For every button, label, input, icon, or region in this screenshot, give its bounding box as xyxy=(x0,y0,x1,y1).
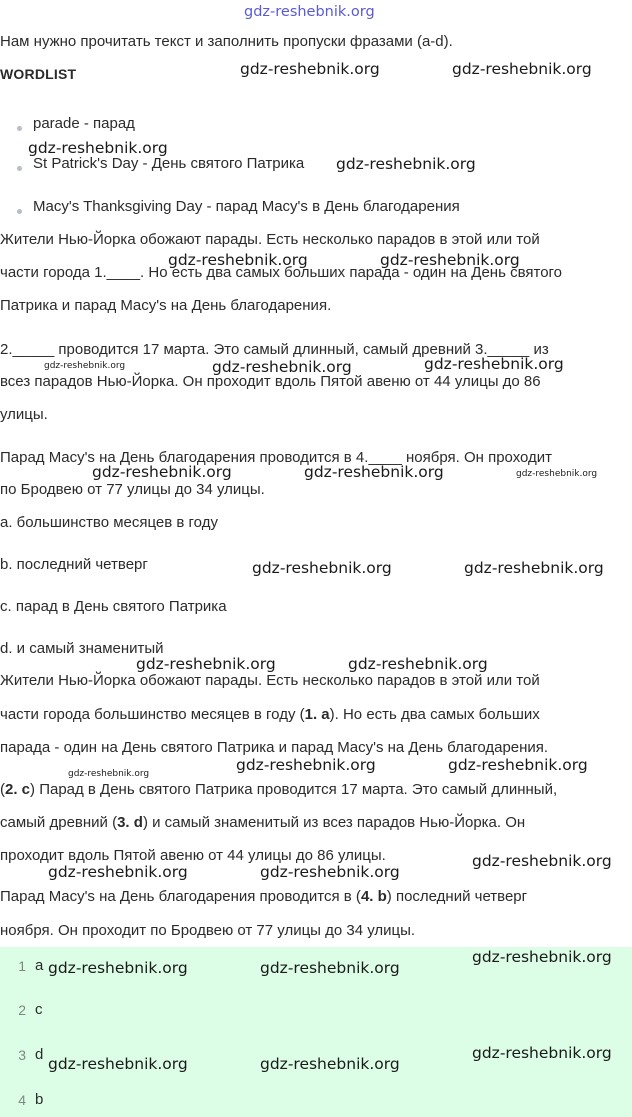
solution-text: ( xyxy=(0,781,5,798)
watermark: gdz-reshebnik.org xyxy=(236,756,376,774)
watermark: gdz-reshebnik.org xyxy=(452,60,592,78)
bullet-icon xyxy=(17,126,22,131)
answer-value: c xyxy=(35,1001,43,1018)
option-a: a. большинство месяцев в году xyxy=(0,514,218,531)
solution-line xyxy=(0,887,527,907)
solution-text: ) последний четверг xyxy=(386,888,528,905)
watermark: gdz-reshebnik.org xyxy=(348,655,488,673)
task-line: улицы. xyxy=(0,406,48,423)
watermark: gdz-reshebnik.org xyxy=(448,756,588,774)
watermark: gdz-reshebnik.org xyxy=(304,463,444,481)
answer-number: 4 xyxy=(18,1092,26,1108)
watermark: gdz-reshebnik.org xyxy=(260,863,400,881)
watermark: gdz-reshebnik.org xyxy=(472,1044,612,1062)
watermark: gdz-reshebnik.org xyxy=(472,852,612,870)
intro-text: Нам нужно прочитать текст и заполнить пропуски фразами (a-d). xyxy=(0,33,453,50)
answer-marker: 4. b xyxy=(360,888,387,905)
watermark: gdz-reshebnik.org xyxy=(464,559,604,577)
option-b: b. последний четверг xyxy=(0,556,148,573)
watermark: gdz-reshebnik.org xyxy=(260,959,400,977)
watermark: gdz-reshebnik.org xyxy=(472,948,612,966)
answer-value: d xyxy=(35,1046,44,1063)
solution-line xyxy=(0,780,557,800)
watermark: gdz-reshebnik.org xyxy=(136,655,276,673)
watermark: gdz-reshebnik.org xyxy=(44,361,126,371)
watermark: gdz-reshebnik.org xyxy=(68,769,150,779)
watermark: gdz-reshebnik.org xyxy=(252,559,392,577)
answer-value: b xyxy=(35,1091,44,1108)
solution-line: Жители Нью-Йорка обожают парады. Есть несколько парадов в этой или той xyxy=(0,672,540,689)
answer-number: 2 xyxy=(18,1002,26,1018)
answer-marker: 1. a xyxy=(304,706,330,723)
solution-text: самый древний ( xyxy=(0,814,118,831)
solution-line: ноября. Он проходит по Бродвею от 77 улицы до 34 улицы. xyxy=(0,922,416,939)
watermark: gdz-reshebnik.org xyxy=(336,155,476,173)
task-line: Патрика и парад Macy's на День благодарения. xyxy=(0,297,332,314)
solution-line xyxy=(0,705,540,725)
answer-marker: 3. d xyxy=(117,814,143,831)
solution-text: ). Но есть два самых больших xyxy=(329,706,540,723)
list-item: St Patrick's Day - День святого Патрика xyxy=(33,155,305,172)
watermark: gdz-reshebnik.org xyxy=(92,463,232,481)
watermark: gdz-reshebnik.org xyxy=(424,355,564,373)
task-line: по Бродвею от 77 улицы до 34 улицы. xyxy=(0,481,265,498)
answer-marker: 2. c xyxy=(5,781,31,798)
answer-number: 3 xyxy=(18,1047,26,1063)
watermark: gdz-reshebnik.org xyxy=(48,959,188,977)
answer-number: 1 xyxy=(18,958,26,974)
watermark: gdz-reshebnik.org xyxy=(48,863,188,881)
watermark: gdz-reshebnik.org xyxy=(260,1055,400,1073)
solution-text: ) и самый знаменитый из всез парадов Нью-Йорка. Он xyxy=(142,814,526,831)
task-line: всез парадов Нью-Йорка. Он проходит вдоль Пятой авеню от 44 улицы до 86 xyxy=(0,373,541,390)
wordlist-heading: WORDLIST xyxy=(0,66,77,82)
solution-text: Парад Macy's на День благодарения проводится в ( xyxy=(0,888,361,905)
watermark: gdz-reshebnik.org xyxy=(516,469,598,479)
solution-text: части города большинство месяцев в году ( xyxy=(0,706,305,723)
list-item: Macy's Thanksgiving Day - парад Macy's в День благодарения xyxy=(33,198,460,215)
task-line: Парад Macy's на День благодарения проводится в 4.____ ноября. Он проходит xyxy=(0,449,553,466)
task-line: 2._____ проводится 17 марта. Это самый длинный, самый древний 3._____ из xyxy=(0,341,549,358)
solution-line: проходит вдоль Пятой авеню от 44 улицы до 86 улицы. xyxy=(0,847,386,864)
solution-line xyxy=(0,813,525,833)
watermark: gdz-reshebnik.org xyxy=(48,1055,188,1073)
watermark: gdz-reshebnik.org xyxy=(212,358,352,376)
list-item: parade - парад xyxy=(33,115,135,132)
option-d: d. и самый знаменитый xyxy=(0,640,164,657)
answer-value: a xyxy=(35,957,44,974)
watermark: gdz-reshebnik.org xyxy=(380,251,520,269)
task-line: Жители Нью-Йорка обожают парады. Есть несколько парадов в этой или той xyxy=(0,231,540,248)
bullet-icon xyxy=(17,166,22,171)
solution-line: парада - один на День святого Патрика и парад Macy's на День благодарения. xyxy=(0,739,549,756)
solution-text: ) Парад в День святого Патрика проводится 17 марта. Это самый длинный, xyxy=(30,781,558,798)
watermark: gdz-reshebnik.org xyxy=(168,251,308,269)
option-c: c. парад в День святого Патрика xyxy=(0,598,227,615)
watermark-top: gdz-reshebnik.org xyxy=(244,4,375,20)
bullet-icon xyxy=(17,209,22,214)
watermark: gdz-reshebnik.org xyxy=(240,60,380,78)
watermark: gdz-reshebnik.org xyxy=(28,139,168,157)
task-line: части города 1.____. Но есть два самых больших парада - один на День святого xyxy=(0,264,563,281)
